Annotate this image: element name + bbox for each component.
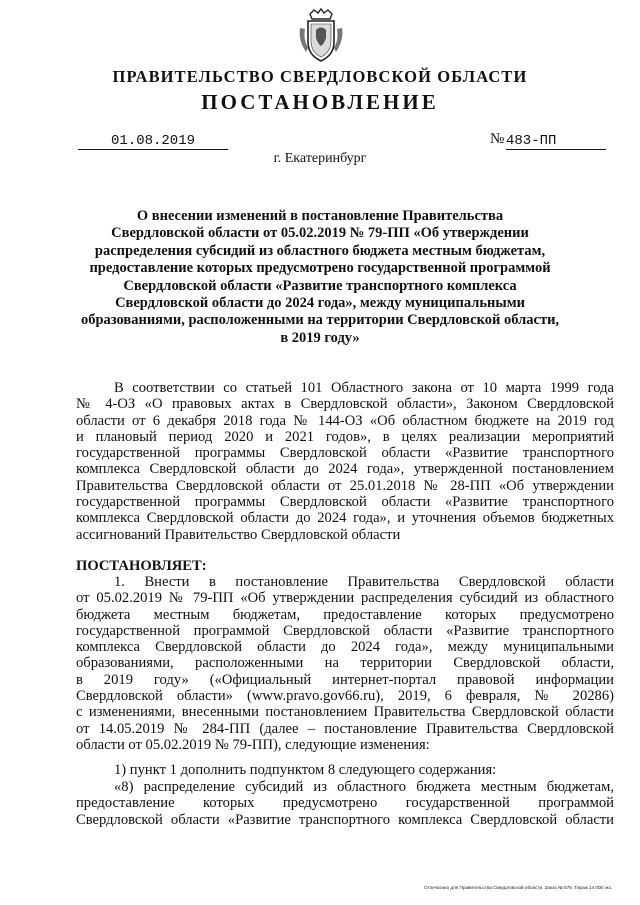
text-line: «8) распределение субсидий из областного бюджета местным бюджетам, xyxy=(114,779,614,795)
title-line: предоставление которых предусмотрено государственной программой xyxy=(89,260,551,277)
text-line: области от 05.02.2019 № 79-ПП), следующие изменения: xyxy=(76,736,430,753)
text-line: образованиями, расположенными на территории Свердловской области, xyxy=(76,655,614,672)
text-line: в 2019 году» («Официальный интернет-портал правовой информации xyxy=(76,671,614,688)
text-line: 1) пункт 1 дополнить подпунктом 8 следующего содержания: xyxy=(114,762,497,778)
title-line: образованиями, расположенными на территории Свердловской области, xyxy=(80,312,560,329)
title-line: Свердловской области «Развитие транспортного комплекса xyxy=(123,277,517,294)
text-line: В соответствии со статьей 101 Областного закона от 10 марта 1999 года xyxy=(114,380,614,396)
coat-of-arms-icon xyxy=(296,8,346,64)
organization-name: ПРАВИТЕЛЬСТВО СВЕРДЛОВСКОЙ ОБЛАСТИ xyxy=(112,67,528,86)
title-line: Свердловской области от 05.02.2019 № 79-ПП «Об утверждении xyxy=(111,225,529,242)
text-line: и плановый период 2020 и 2021 годов», в целях реализации мероприятий xyxy=(76,428,614,445)
title-line: распределения субсидий из областного бюджета местным бюджетам, xyxy=(94,242,546,259)
text-line: от 14.05.2019 № 284-ПП (далее – постановление Правительства Свердловской xyxy=(76,720,614,737)
text-line: государственной программы Свердловской области «Развитие транспортного xyxy=(76,445,614,462)
text-line: Свердловской области «Развитие транспортного комплекса Свердловской области xyxy=(76,811,614,828)
text-line: 1. Внести в постановление Правительства Свердловской области xyxy=(114,574,614,590)
text-line: комплекса Свердловской области до 2024 года», и уточнения объемов бюджетных xyxy=(76,510,614,527)
text-line: государственной программы Свердловской области «Развитие транспортного xyxy=(76,494,614,511)
text-line: Правительства Свердловской области от 25.01.2018 № 28-ПП «Об утверждении xyxy=(76,477,614,494)
text-line: № 4-ОЗ «О правовых актах в Свердловской области», Законом Свердловской xyxy=(76,396,614,413)
text-line: от 05.02.2019 № 79-ПП «Об утверждении распределения субсидий из областного xyxy=(76,590,614,607)
text-line: государственной программой Свердловской области «Развитие транспортного xyxy=(76,622,614,639)
title-line: Свердловской области до 2024 года», между муниципальными xyxy=(115,295,525,312)
text-line: комплекса Свердловской области до 2024 года», между муниципальными xyxy=(76,639,614,656)
title-line: О внесении изменений в постановление Правительства xyxy=(136,208,504,224)
number-sign: № xyxy=(490,131,505,147)
document-title xyxy=(62,208,578,347)
text-line: области от 6 декабря 2018 года № 144-ОЗ «Об областном бюджете на 2019 год xyxy=(76,412,614,429)
text-line: ассигнований Правительство Свердловской области xyxy=(76,526,401,543)
text-line: с изменениями, внесенными постановлением Правительства Свердловской области xyxy=(76,704,614,721)
document-number: 483-ПП xyxy=(506,133,606,150)
title-line: в 2019 году» xyxy=(280,329,360,346)
sub-item-1 xyxy=(76,762,614,778)
document-type: ПОСТАНОВЛЕНИЕ xyxy=(201,90,439,114)
text-line: бюджета местным бюджетам, предоставление которых предусмотрено xyxy=(76,606,614,623)
item-1 xyxy=(76,574,614,753)
text-line: предоставление которых предусмотрено государственной программой xyxy=(76,795,614,812)
sub-item-1-text xyxy=(76,779,614,828)
resolves-heading xyxy=(76,558,614,574)
text-line: Свердловской области» (www.pravo.gov66.ru), 2019, 6 февраля, № 20286) xyxy=(76,688,614,705)
document-date: 01.08.2019 xyxy=(78,133,228,150)
text-line: комплекса Свердловской области до 2024 года», утвержденной постановлением xyxy=(76,461,614,478)
print-footer: Отпечатано для Правительства Свердловской области. Заказ № 575. Тираж 14 000 экз. xyxy=(424,885,613,890)
preamble xyxy=(76,380,614,543)
resolves-text: ПОСТАНОВЛЯЕТ: xyxy=(76,558,207,574)
city: г. Екатеринбург xyxy=(273,151,367,166)
